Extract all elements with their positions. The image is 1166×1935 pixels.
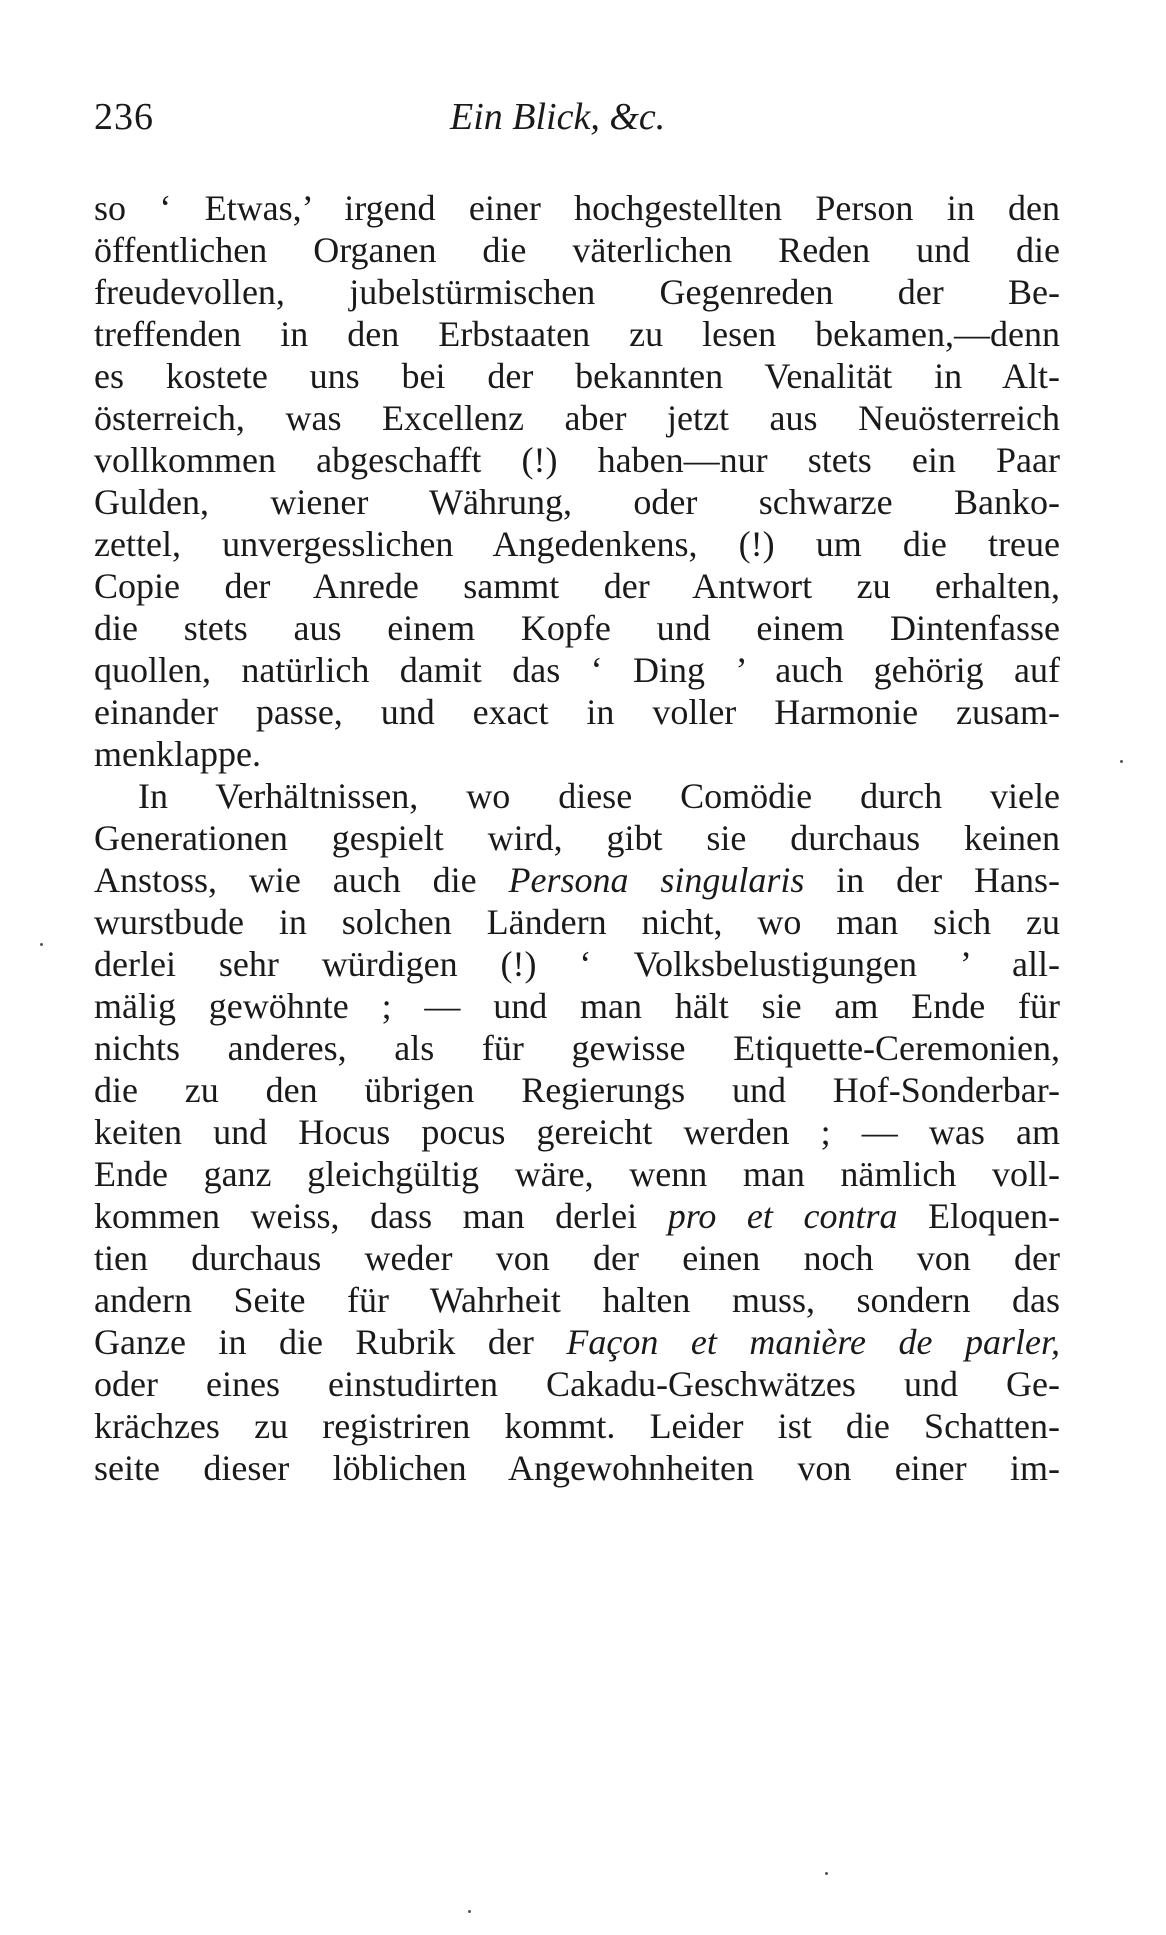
text-line: Gulden, wiener Währung, oder schwarze Banko- [94, 482, 1060, 522]
running-title: Ein Blick, &c. [450, 96, 666, 138]
text-line: oder eines einstudirten Cakadu-Geschwätzes und Ge- [94, 1364, 1060, 1404]
text-line: nichts anderes, als für gewisse Etiquette-Ceremonien, [94, 1028, 1060, 1068]
text-line: die zu den übrigen Regierungs und Hof-Sonderbar- [94, 1070, 1060, 1110]
text-line: Ganze in die Rubrik der Façon et manière de parler, [94, 1322, 1060, 1362]
scan-speck [1120, 760, 1123, 763]
scan-speck [468, 1910, 471, 1913]
page-number: 236 [94, 96, 154, 138]
text-line: treffenden in den Erbstaaten zu lesen bekamen,—denn [94, 314, 1060, 354]
text-line: öffentlichen Organen die väterlichen Reden und die [94, 230, 1060, 270]
text-line: freudevollen, jubelstürmischen Gegenreden der Be- [94, 272, 1060, 312]
text-line: einander passe, und exact in voller Harmonie zusam- [94, 692, 1060, 732]
scan-speck [825, 1872, 828, 1875]
text-line: vollkommen abgeschafft (!) haben—nur stets ein Paar [94, 440, 1060, 480]
text-line: Generationen gespielt wird, gibt sie durchaus keinen [94, 818, 1060, 858]
text-line-paragraph-end: menklappe. [94, 734, 261, 774]
text-line: so ‘ Etwas,’ irgend einer hochgestellten Person in den [94, 188, 1060, 228]
text-line: krächzes zu registriren kommt. Leider ist die Schatten- [94, 1406, 1060, 1446]
text-line: keiten und Hocus pocus gereicht werden ; — was am [94, 1112, 1060, 1152]
text-line-paragraph-start: In Verhältnissen, wo diese Comödie durch viele [138, 776, 1060, 816]
text-line: mälig gewöhnte ; — und man hält sie am Ende für [94, 986, 1060, 1026]
text-line: wurstbude in solchen Ländern nicht, wo man sich zu [94, 902, 1060, 942]
text-line: es kostete uns bei der bekannten Venalität in Alt- [94, 356, 1060, 396]
text-line: seite dieser löblichen Angewohnheiten von einer im- [94, 1448, 1060, 1488]
text-line: derlei sehr würdigen (!) ‘ Volksbelustigungen ’ all- [94, 944, 1060, 984]
text-line: kommen weiss, dass man derlei pro et contra Eloquen- [94, 1196, 1060, 1236]
page-header [94, 95, 1060, 145]
text-line: zettel, unvergesslichen Angedenkens, (!) um die treue [94, 524, 1060, 564]
text-line: Anstoss, wie auch die Persona singularis in der Hans- [94, 860, 1060, 900]
text-line: andern Seite für Wahrheit halten muss, sondern das [94, 1280, 1060, 1320]
text-line: tien durchaus weder von der einen noch von der [94, 1238, 1060, 1278]
text-line: quollen, natürlich damit das ‘ Ding ’ auch gehörig auf [94, 650, 1060, 690]
text-line: Ende ganz gleichgültig wäre, wenn man nämlich voll- [94, 1154, 1060, 1194]
scan-speck [40, 943, 43, 946]
text-line: österreich, was Excellenz aber jetzt aus Neuösterreich [94, 398, 1060, 438]
text-line: Copie der Anrede sammt der Antwort zu erhalten, [94, 566, 1060, 606]
text-line: die stets aus einem Kopfe und einem Dintenfasse [94, 608, 1060, 648]
